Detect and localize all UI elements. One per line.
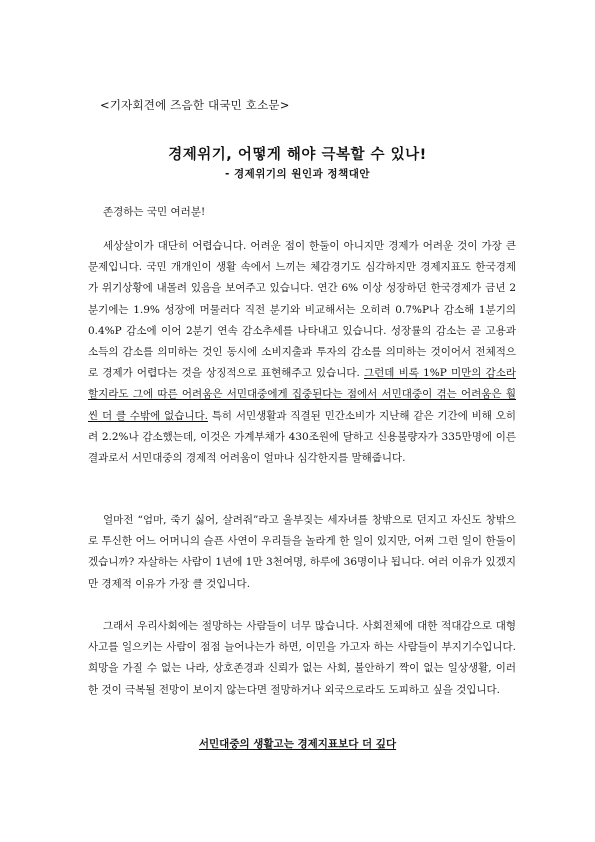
- paragraph-1: [88, 236, 516, 469]
- document-label: <기자회견에 즈음한 대국민 호소문>: [100, 98, 290, 112]
- greeting: 존경하는 국민 여러분!: [103, 206, 206, 218]
- paragraph-1-text: 세상살이가 대단히 어렵습니다. 어려운 점이 한둘이 아니지만 경제가 어려운 것이 가장 큰 문제입니다. 국민 개개인이 생활 속에서 느끼는 체감경기도 심각하지만 경제지표도 한국경제가 위기상황에 내몰려 있음을 보여주고 있습니다. 연간 6% 이상 성장하던 한국경제가 금년 2분기에는 1.9% 성장에 머물러다 직전 분기와 비교해서는 오히려 0.7%P나 감소해 1분기의 0.4%P 감소에 이어 2분기 연속 감소추세를 나타내고 있습니다. 성장률의 감소는 곧 고용과 소득의 감소를 의미하는 것인 동시에 소비지출과 투자의 감소를 의미하는 것이어서 전체적으로 경제가 어렵다는 것을 상징적으로 표현해주고 있습니다.: [88, 240, 516, 380]
- page-subtitle: - 경제위기의 원인과 정책대안: [224, 168, 371, 180]
- paragraph-2: 얼마전 “엄마, 죽기 싫어, 살려줘”라고 울부짖는 세자녀를 창밖으로 던지고 자신도 창밖으로 투신한 어느 어머니의 슬픈 사연이 우리들을 놀라게 한 일이 있지만, 어쩌 그런 일이 한둘이겠습니까? 자살하는 사람이 1년에 1만 3천여명, 하루에 36명이나 됩니다. 여러 이유가 있겠지만 경제적 이유가 가장 클 것입니다.: [88, 514, 516, 590]
- section-heading: 서민대중의 생활고는 경제지표보다 더 깊다: [198, 738, 397, 750]
- paragraph-3: 그래서 우리사회에는 절망하는 사람들이 너무 많습니다. 사회전체에 대한 적대감으로 대형사고를 일으키는 사람이 점점 늘어나는가 하면, 이민을 가고자 하는 사람들이 부지기수입니다. 희망을 가질 수 없는 나라, 상호존경과 신뢰가 없는 사회, 불안하기 짝이 없는 일상생활, 이러한 것이 극복될 전망이 보이지 않는다면 절망하거나 외국으로라도 도피하고 싶을 것입니다.: [88, 620, 516, 696]
- page-title: 경제위기, 어떻게 해야 극복할 수 있나!: [168, 147, 427, 163]
- paragraph-1-underlined: 그런데 비록 1%P 미만의 감소라 할지라도 그에 따른 어려움은 서민대중에게 집중된다는 점에서 서민대중이 겪는 어려움은 훨씬 더 클 수밖에 없습니다.: [88, 367, 516, 422]
- paragraph-1-continued: 특히 서민생활과 직결된 민간소비가 지난해 같은 기간에 비해 오히려 2.2%나 감소했는데, 이것은 가계부채가 430조원에 달하고 신용불량자가 335만명에 이른 결과로서 서민대중의 경제적 어려움이 얼마나 심각한지를 말해줍니다.: [88, 409, 516, 465]
